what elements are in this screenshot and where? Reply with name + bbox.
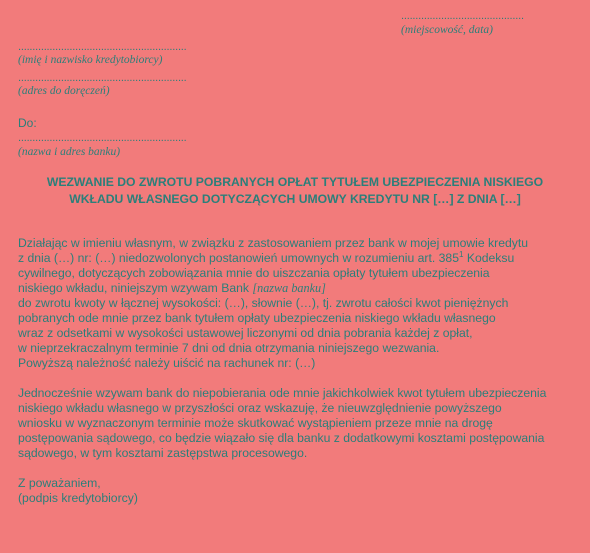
paragraph-line: Jednocześnie wzywam bank do niepobierania ode mnie jakichkolwiek kwot tytułem ubezpieczenia xyxy=(18,386,547,400)
title-line-1: WEZWANIE DO ZWROTU POBRANYCH OPŁAT TYTUŁEM UBEZPIECZENIA NISKIEGO xyxy=(46,175,544,189)
title-line-2: WKŁADU WŁASNEGO DOTYCZĄCYCH UMOWY KREDYTU NR […] Z DNIA […] xyxy=(69,192,521,206)
paragraph-demand xyxy=(18,236,578,371)
paragraph-line: pobranych ode mnie przez bank tytułem opłaty ubezpieczenia niskiego wkładu własnego xyxy=(18,311,496,325)
paragraph-future-demand xyxy=(18,386,578,461)
bank-dots: ........................................................... xyxy=(18,132,187,144)
paragraph-line: w nieprzekraczalnym terminie 7 dni od dnia otrzymania niniejszego wezwania. xyxy=(18,341,440,355)
place-date-dots: ........................................... xyxy=(401,10,524,22)
superscript: 1 xyxy=(458,249,464,259)
bank-name-placeholder: [nazwa banku] xyxy=(252,281,326,295)
paragraph-line: Powyższą należność należy uiścić na rachunek nr: (…) xyxy=(18,356,316,370)
text-fragment: Kodeksu xyxy=(463,251,515,265)
name-caption: (imię i nazwisko kredytobiorcy) xyxy=(18,54,163,66)
text-fragment: niskiego wkładu, niniejszym wzywam Bank xyxy=(18,281,253,295)
paragraph-line: cywilnego, dotyczących zobowiązania mnie do uiszczania opłaty tytułem ubezpieczenia xyxy=(18,266,490,280)
regards-text: Z poważaniem, xyxy=(18,476,101,490)
paragraph-line: wniosku w wyznaczonym terminie może skutkować wystąpieniem przeze mnie na drogę xyxy=(18,416,493,430)
paragraph-line: do zwrotu kwoty w łącznej wysokości: (…), słownie (…), tj. zwrotu całości kwot pieniężnych xyxy=(18,296,509,310)
closing xyxy=(18,476,578,506)
signature-caption: (podpis kredytobiorcy) xyxy=(18,491,138,505)
place-date-caption: (miejscowość, data) xyxy=(401,24,493,36)
text-fragment: z dnia (…) nr: (…) niedozwolonych postanowień umownych w rozumieniu art. 385 xyxy=(18,251,459,265)
paragraph-line: Działając w imieniu własnym, w związku z zastosowaniem przez bank w mojej umowie kredytu xyxy=(18,236,529,250)
to-label: Do: xyxy=(18,116,37,130)
paragraph-line xyxy=(18,281,578,296)
paragraph-line: sądowego, w tym kosztami zastępstwa procesowego. xyxy=(18,446,308,460)
document-title xyxy=(0,174,590,208)
address-caption: (adres do doręczeń) xyxy=(18,85,110,97)
paragraph-line: niskiego wkładu własnego w przyszłości oraz wskazuję, że nieuwzględnienie powyższego xyxy=(18,401,502,415)
address-dots: ........................................................... xyxy=(18,72,187,84)
paragraph-line xyxy=(18,251,578,266)
paragraph-line: postępowania sądowego, co będzie wiązało się dla banku z dodatkowymi kosztami postępowania xyxy=(18,431,545,445)
name-dots: ........................................................... xyxy=(18,41,187,53)
bank-caption: (nazwa i adres banku) xyxy=(18,146,121,158)
paragraph-line: wraz z odsetkami w wysokości ustawowej liczonymi od dnia pobrania każdej z opłat, xyxy=(18,326,473,340)
